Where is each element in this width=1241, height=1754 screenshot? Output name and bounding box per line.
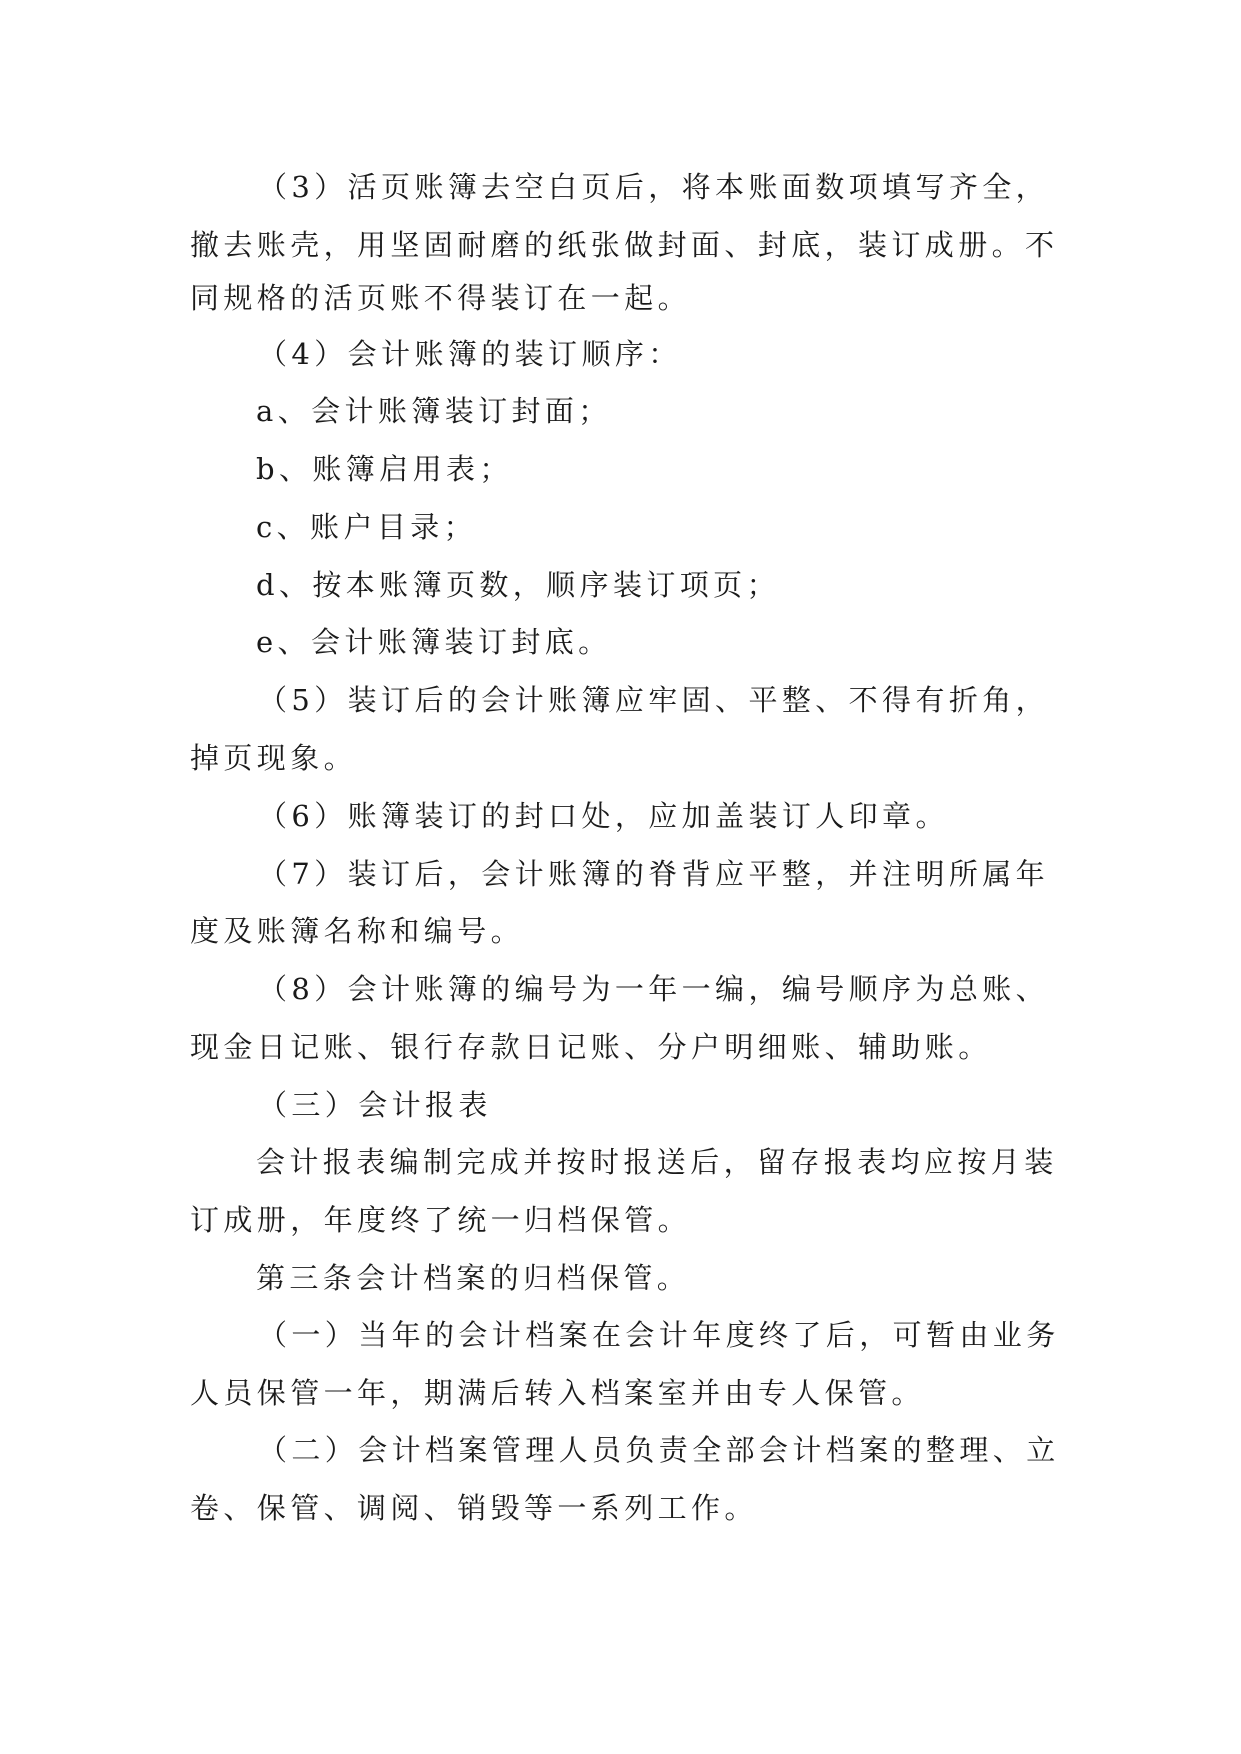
paragraph-line: （一）当年的会计档案在会计年度终了后，可暂由业务 — [258, 1318, 1060, 1352]
paragraph-line: 现金日记账、银行存款日记账、分户明细账、辅助账。 — [190, 1030, 992, 1064]
paragraph-line: 会计报表编制完成并按时报送后，留存报表均应按月装 — [256, 1145, 1058, 1179]
paragraph-line: 同规格的活页账不得装订在一起。 — [190, 281, 692, 315]
paragraph-line: 度及账簿名称和编号。 — [190, 914, 525, 948]
paragraph-line: （6）账簿装订的封口处，应加盖装订人印章。 — [258, 799, 949, 833]
paragraph-line: （5）装订后的会计账簿应牢固、平整、不得有折角， — [258, 683, 1050, 717]
list-item: b、账簿启用表； — [256, 452, 513, 486]
paragraph-line: 掉页现象。 — [190, 741, 358, 775]
paragraph-line: （7）装订后，会计账簿的脊背应平整，并注明所属年 — [258, 857, 1050, 891]
paragraph-line: 卷、保管、调阅、销毁等一系列工作。 — [190, 1491, 758, 1525]
paragraph-line: （8）会计账簿的编号为一年一编，编号顺序为总账、 — [258, 972, 1050, 1006]
paragraph-line: （3）活页账簿去空白页后，将本账面数项填写齐全， — [258, 170, 1050, 204]
paragraph-line: （4）会计账簿的装订顺序： — [258, 337, 682, 371]
paragraph-line: 人员保管一年，期满后转入档案室并由专人保管。 — [190, 1376, 925, 1410]
list-item: a、会计账簿装订封面； — [256, 394, 612, 428]
article-heading: 第三条会计档案的归档保管。 — [256, 1261, 691, 1295]
paragraph-line: 订成册，年度终了统一归档保管。 — [190, 1203, 692, 1237]
list-item: c、账户目录； — [256, 510, 478, 544]
paragraph-line: 撤去账壳，用坚固耐磨的纸张做封面、封底，装订成册。不 — [190, 228, 1059, 262]
paragraph-line: （二）会计档案管理人员负责全部会计档案的整理、立 — [258, 1433, 1060, 1467]
list-item: e、会计账簿装订封底。 — [256, 625, 612, 659]
section-heading: （三）会计报表 — [258, 1088, 492, 1122]
list-item: d、按本账簿页数，顺序装订项页； — [256, 568, 780, 602]
